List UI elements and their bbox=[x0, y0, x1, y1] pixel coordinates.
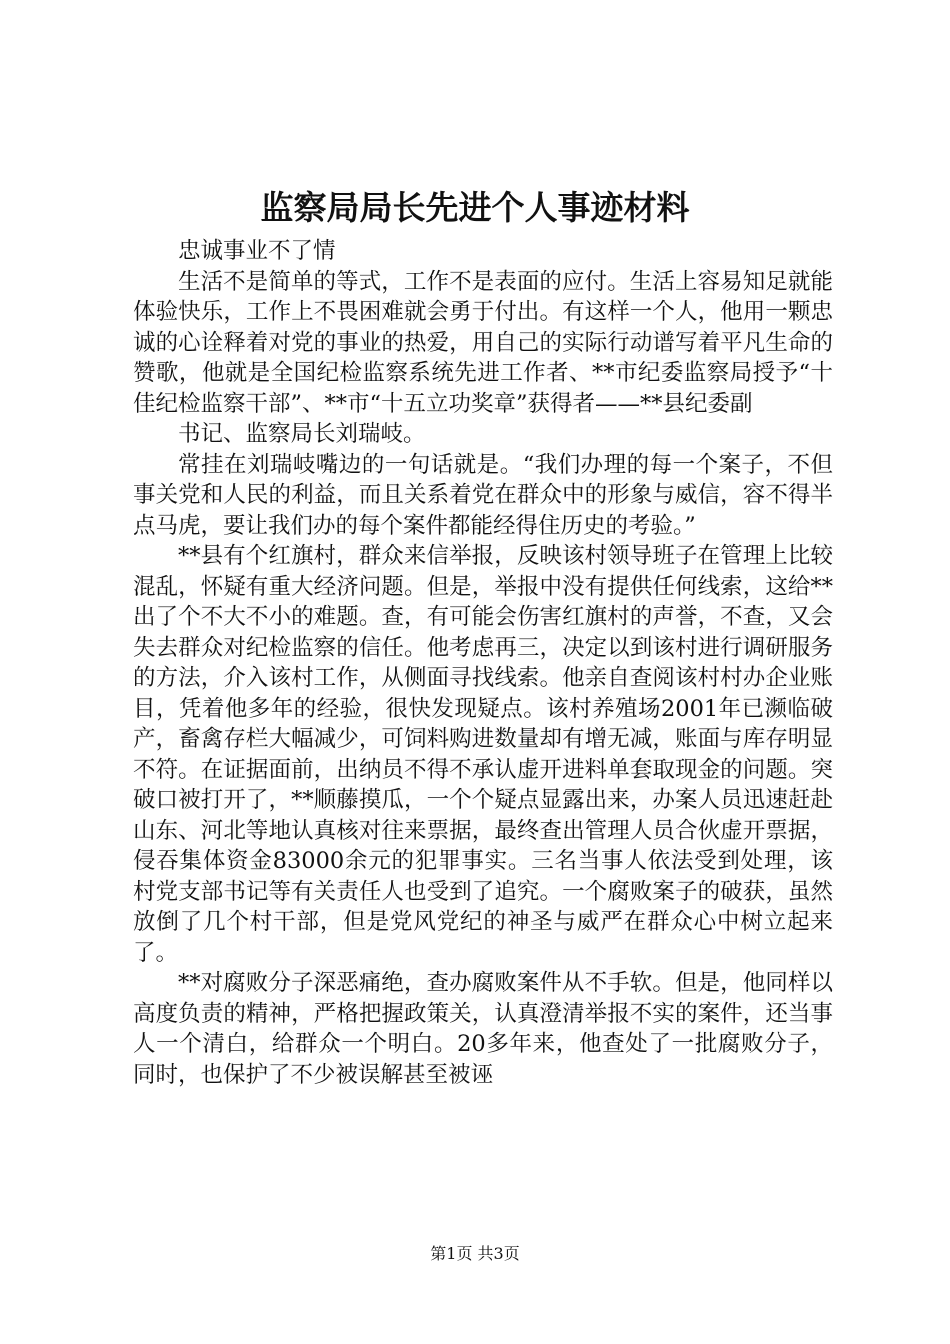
paragraph: 常挂在刘瑞岐嘴边的一句话就是。“我们办理的每一个案子，不但事关党和人民的利益，而且关系着党在群众中的形象与威信，容不得半点马虎，要让我们办的每个案件都能经得住历史的考验。” bbox=[133, 451, 833, 539]
page-number-footer: 第1页 共3页 bbox=[430, 1244, 520, 1263]
paragraph: **县有个红旗村，群众来信举报，反映该村领导班子在管理上比较混乱，怀疑有重大经济问题。但是，举报中没有提供任何线索，这给**出了个不大不小的难题。查，有可能会伤害红旗村的声誉，不查，又会失去群众对纪检监察的信任。他考虑再三，决定以到该村进行调研服务的方法，介入该村工作，从侧面寻找线索。他亲自查阅该村村办企业账目，凭着他多年的经验，很快发现疑点。该村养殖场2001年已濒临破产，畜禽存栏大幅减少，可饲料购进数量却有增无减，账面与库存明显不符。在证据面前，出纳员不得不承认虚开进料单套取现金的问题。突破口被打开了，**顺藤摸瓜，一个个疑点显露出来，办案人员迅速赶赴山东、河北等地认真核对往来票据，最终查出管理人员合伙虚开票据，侵吞集体资金83000余元的犯罪事实。三名当事人依法受到处理，该村党支部书记等有关责任人也受到了追究。一个腐败案子的破获，虽然放倒了几个村干部，但是党风党纪的神圣与威严在群众心中树立起来了。 bbox=[133, 543, 833, 966]
document-title: 监察局局长先进个人事迹材料 bbox=[260, 188, 690, 227]
paragraph: **对腐败分子深恶痛绝，查办腐败案件从不手软。但是，他同样以高度负责的精神，严格把握政策关，认真澄清举报不实的案件，还当事人一个清白，给群众一个明白。20多年来，他查处了一批腐败分子，同时，也保护了不少被误解甚至被诬 bbox=[133, 970, 833, 1088]
document-subtitle: 忠诚事业不了情 bbox=[178, 238, 336, 264]
paragraph: 书记、监察局长刘瑞岐。 bbox=[178, 421, 426, 447]
paragraph: 生活不是简单的等式，工作不是表面的应付。生活上容易知足就能体验快乐，工作上不畏困难就会勇于付出。有这样一个人，他用一颗忠诚的心诠释着对党的事业的热爱，用自己的实际行动谱写着平凡生命的赞歌，他就是全国纪检监察系统先进工作者、**市纪委监察局授予“十佳纪检监察干部”、**市“十五立功奖章”获得者——**县纪委副 bbox=[133, 268, 833, 417]
document-body bbox=[133, 236, 833, 1090]
